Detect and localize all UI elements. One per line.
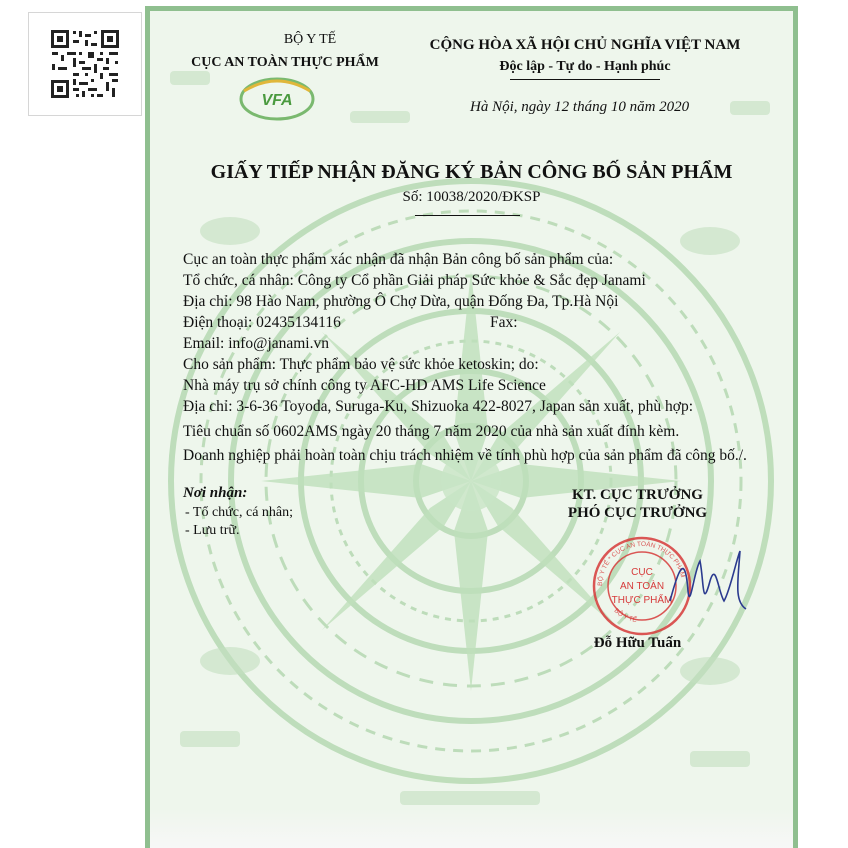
- agency-name: CỤC AN TOÀN THỰC PHẨM: [191, 55, 379, 70]
- document-number: Số: 10038/2020/ĐKSP: [402, 189, 541, 205]
- recipient-item-2: - Lưu trữ.: [185, 523, 240, 538]
- qr-code-panel: [28, 12, 142, 116]
- signatory-name: Đỗ Hữu Tuấn: [593, 635, 682, 651]
- stamp-ring-bottom: BỘ Y TẾ: [612, 607, 638, 625]
- stamp-line-1: CỤC: [631, 567, 653, 578]
- svg-text:BỘ Y TẾ: [613, 607, 639, 624]
- recipient-item-1: - Tổ chức, cá nhân;: [185, 505, 294, 520]
- stamp-line-2: AN TOÀN: [619, 581, 665, 592]
- motto: Độc lập - Tự do - Hạnh phúc: [499, 59, 671, 74]
- official-stamp: [590, 531, 760, 641]
- stamp-line-3: THỰC PHẨM: [611, 595, 673, 606]
- ministry-name: BỘ Y TẾ: [283, 32, 337, 47]
- body-line-9: Tiêu chuẩn số 0602AMS ngày 20 tháng 7 năm 2020 của nhà sản xuất đính kèm.: [183, 423, 680, 440]
- body-line-5: Email: info@janami.vn: [183, 335, 329, 352]
- body-line-7: Nhà máy trụ sở chính công ty AFC-HD AMS Life Science: [183, 377, 546, 394]
- signatory-title-1: KT. CỤC TRƯỞNG: [572, 487, 703, 503]
- body-line-3: Địa chỉ: 98 Hào Nam, phường Ô Chợ Dừa, quận Đống Đa, Tp.Hà Nội: [183, 293, 619, 310]
- body-line-2: Tổ chức, cá nhân: Công ty Cổ phần Giải pháp Sức khỏe & Sắc đẹp Janami: [183, 272, 646, 289]
- certificate-page: [145, 6, 798, 848]
- body-line-1: Cục an toàn thực phẩm xác nhận đã nhận Bản công bố sản phẩm của:: [183, 251, 614, 268]
- vfa-logo-text: VFA: [261, 92, 293, 109]
- body-line-10: Doanh nghiệp phải hoàn toàn chịu trách nhiệm về tính phù hợp của sản phẩm đã công bố./.: [183, 447, 747, 464]
- stamp-ring-top: BỘ Y TẾ * CỤC AN TOÀN THỰC PHẨM: [596, 540, 687, 587]
- vfa-logo: [238, 73, 316, 121]
- qr-code-icon: [49, 28, 121, 100]
- body-line-8: Địa chỉ: 3-6-36 Toyoda, Suruga-Ku, Shizuoka 422-8027, Japan sản xuất, phù hợp:: [183, 398, 694, 415]
- signatory-title-2: PHÓ CỤC TRƯỞNG: [567, 505, 708, 521]
- fax-label: Fax:: [490, 314, 518, 331]
- country-name: CỘNG HÒA XÃ HỘI CHỦ NGHĨA VIỆT NAM: [429, 37, 741, 53]
- place-date: Hà Nội, ngày 12 tháng 10 năm 2020: [470, 99, 690, 115]
- recipients-heading: Nơi nhận:: [183, 485, 248, 501]
- document-title: GIẤY TIẾP NHẬN ĐĂNG KÝ BẢN CÔNG BỐ SẢN PHẨM: [210, 161, 733, 183]
- body-line-4: Điện thoại: 02435134116: [183, 314, 341, 331]
- body-line-6: Cho sản phẩm: Thực phẩm bảo vệ sức khỏe ketoskin; do:: [183, 356, 539, 373]
